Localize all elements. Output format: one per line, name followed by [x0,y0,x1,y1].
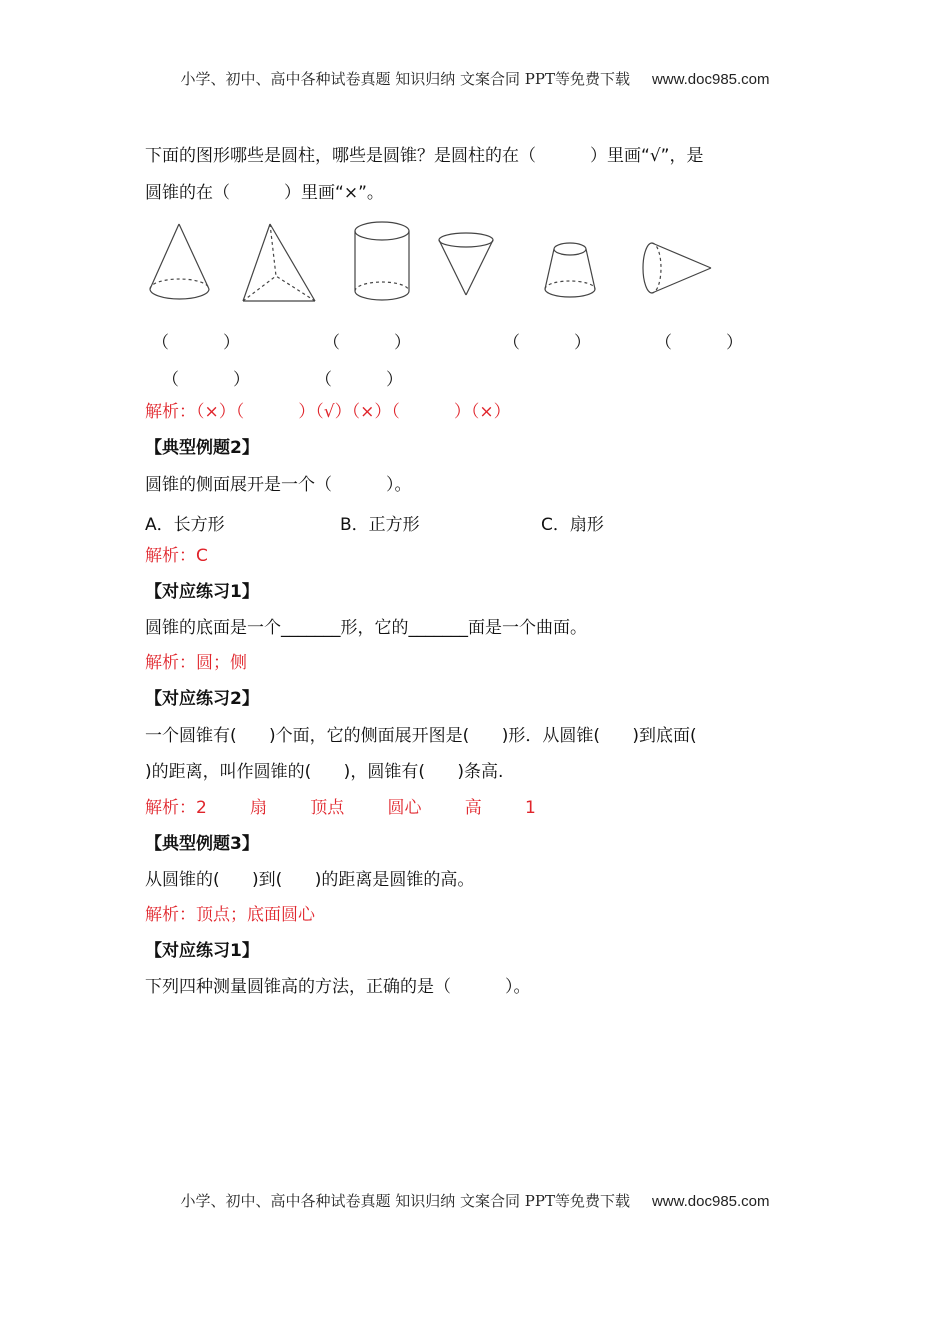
p3-question: 下列四种测量圆锥高的方法，正确的是（ ）。 [145,977,531,997]
p1-answer: 解析：圆；侧 [145,653,247,673]
paren-6: （ ） [315,370,404,390]
cylinder-icon [355,222,409,300]
p2-answer: 解析：2 扇 顶点 圆心 高 1 [145,798,536,818]
header-site: www.doc985.com [651,71,770,88]
q1-line2: 圆锥的在（ ）里画“×”。 [145,183,384,203]
cone-icon [150,224,209,299]
p1-heading: 【对应练习1】 [145,582,259,602]
q1-answer: 解析：（×）（ ）（√）（×）（ ）（×） [145,402,511,422]
ex2-question: 圆锥的侧面展开是一个（ ）。 [145,475,412,495]
p2-heading: 【对应练习2】 [145,689,259,709]
ex2-option-b: B．正方形 [340,515,420,535]
ex2-option-c: C．扇形 [541,515,604,535]
p2-line2: )的距离，叫作圆锥的( )，圆锥有( )条高. [145,762,504,782]
ex3-question: 从圆锥的( )到( )的距离是圆锥的高。 [145,870,475,890]
pyramid-icon [243,224,315,301]
sideways-cone-icon [643,243,711,293]
ex2-heading: 【典型例题2】 [145,438,259,458]
paren-3: （ ） [503,333,592,353]
paren-5: （ ） [162,370,251,390]
header-text: 小学、初中、高中各种试卷真题 知识归纳 文案合同 PPT等免费下载 [180,70,630,88]
ex3-heading: 【典型例题3】 [145,834,259,854]
frustum-icon [545,243,595,297]
ex3-answer: 解析：顶点；底面圆心 [145,905,315,925]
ex2-option-a: A．长方形 [145,515,225,535]
footer-text: 小学、初中、高中各种试卷真题 知识归纳 文案合同 PPT等免费下载 [180,1192,630,1210]
inverted-cone-icon [439,233,493,295]
shapes-figure [0,0,950,320]
footer-site: www.doc985.com [651,1193,770,1210]
ex2-answer: 解析：C [145,546,208,566]
paren-4: （ ） [655,333,744,353]
page-footer [0,1190,950,1211]
p2-line1: 一个圆锥有( )个面，它的侧面展开图是( )形．从圆锥( )到底面( [145,726,697,746]
paren-2: （ ） [323,333,412,353]
paren-1: （ ） [152,333,241,353]
q1-line1: 下面的图形哪些是圆柱，哪些是圆锥？是圆柱的在（ ）里画“√”，是 [145,146,704,166]
p3-heading: 【对应练习1】 [145,941,259,961]
p1-question: 圆锥的底面是一个_______形，它的_______面是一个曲面。 [145,618,587,638]
